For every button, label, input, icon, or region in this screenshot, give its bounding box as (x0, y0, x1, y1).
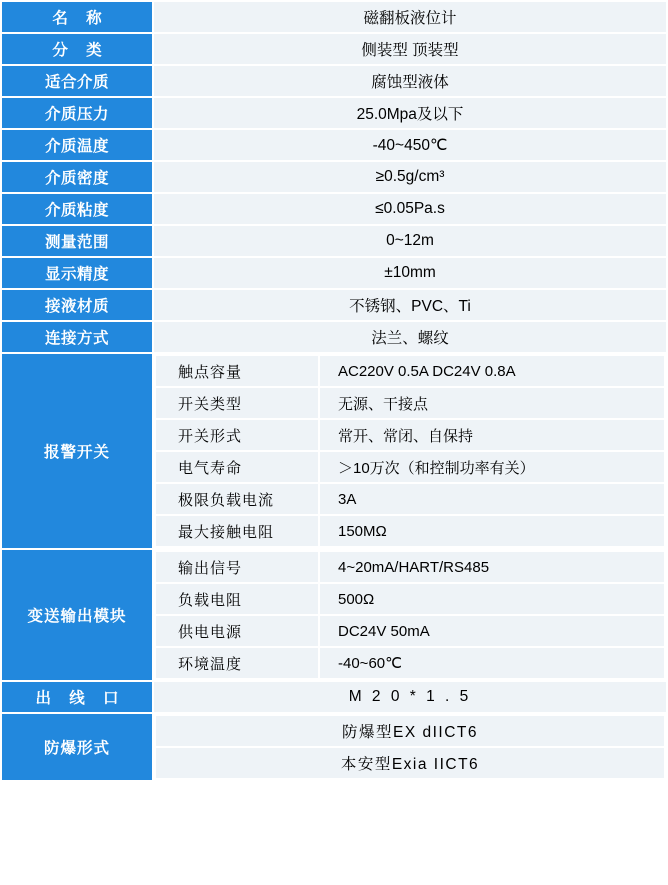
group-content-explosion-proof (154, 714, 666, 780)
sub-row (156, 452, 664, 482)
sub-row (156, 420, 664, 450)
sub-row-label: 触点容量 (156, 356, 318, 386)
row-label: 连接方式 (2, 322, 152, 352)
group-label-alarm-switch: 报警开关 (2, 354, 152, 548)
table-body (2, 2, 666, 780)
sub-row-value: 防爆型EX dIICT6 (156, 716, 664, 746)
row-value: 腐蚀型液体 (154, 66, 666, 96)
sub-row (156, 388, 664, 418)
table-row (2, 194, 666, 224)
sub-row-label: 环境温度 (156, 648, 318, 678)
row-value: ±10mm (154, 258, 666, 288)
row-value-outlet: M 2 0 * 1 . 5 (154, 682, 666, 712)
sub-row-label: 极限负载电流 (156, 484, 318, 514)
group-label-transmitter-module: 变送输出模块 (2, 550, 152, 680)
sub-row-value: 无源、干接点 (320, 388, 664, 418)
table-row-group-explosion-proof (2, 714, 666, 780)
sub-row-value: DC24V 50mA (320, 616, 664, 646)
row-value: ≤0.05Pa.s (154, 194, 666, 224)
sub-row-value: -40~60℃ (320, 648, 664, 678)
sub-row-value: 500Ω (320, 584, 664, 614)
sub-row-value: 3A (320, 484, 664, 514)
sub-row (156, 648, 664, 678)
table-row (2, 162, 666, 192)
group-label-explosion-proof: 防爆形式 (2, 714, 152, 780)
sub-row-value: 本安型Exia IICT6 (156, 748, 664, 778)
table-row (2, 2, 666, 32)
row-label-outlet: 出 线 口 (2, 682, 152, 712)
sub-row-value: 150MΩ (320, 516, 664, 546)
row-label: 介质密度 (2, 162, 152, 192)
sub-row-value: ＞10万次（和控制功率有关） (320, 452, 664, 482)
row-label: 分 类 (2, 34, 152, 64)
row-value: 不锈钢、PVC、Ti (154, 290, 666, 320)
row-label: 适合介质 (2, 66, 152, 96)
row-value: 25.0Mpa及以下 (154, 98, 666, 128)
row-label: 介质压力 (2, 98, 152, 128)
table-row (2, 130, 666, 160)
sub-row-label: 开关形式 (156, 420, 318, 450)
sub-row (156, 516, 664, 546)
sub-row-value: 常开、常闭、自保持 (320, 420, 664, 450)
row-value: ≥0.5g/cm³ (154, 162, 666, 192)
table-row (2, 322, 666, 352)
sub-row (156, 356, 664, 386)
sub-row-value: 4~20mA/HART/RS485 (320, 552, 664, 582)
table-row (2, 226, 666, 256)
transmitter-module-subtable (154, 550, 666, 680)
sub-row (156, 552, 664, 582)
row-label: 测量范围 (2, 226, 152, 256)
sub-row-label: 输出信号 (156, 552, 318, 582)
sub-row-label: 开关类型 (156, 388, 318, 418)
table-row (2, 258, 666, 288)
sub-row-value: AC220V 0.5A DC24V 0.8A (320, 356, 664, 386)
row-value: 0~12m (154, 226, 666, 256)
row-value: 法兰、螺纹 (154, 322, 666, 352)
alarm-switch-subtable (154, 354, 666, 548)
sub-row (156, 716, 664, 746)
table-row-outlet (2, 682, 666, 712)
group-content-transmitter-module (154, 550, 666, 680)
row-value: -40~450℃ (154, 130, 666, 160)
sub-row-label: 最大接触电阻 (156, 516, 318, 546)
row-label: 名 称 (2, 2, 152, 32)
row-label: 接液材质 (2, 290, 152, 320)
sub-row (156, 584, 664, 614)
table-row-group-transmitter-module (2, 550, 666, 680)
group-content-alarm-switch (154, 354, 666, 548)
row-label: 介质粘度 (2, 194, 152, 224)
sub-row-label: 负载电阻 (156, 584, 318, 614)
row-label: 显示精度 (2, 258, 152, 288)
sub-row (156, 616, 664, 646)
explosion-proof-subtable (154, 714, 666, 780)
sub-row-label: 供电电源 (156, 616, 318, 646)
row-label: 介质温度 (2, 130, 152, 160)
sub-row (156, 748, 664, 778)
table-row (2, 98, 666, 128)
table-row-group-alarm-switch (2, 354, 666, 548)
table-row (2, 290, 666, 320)
table-row (2, 66, 666, 96)
row-value: 侧装型 顶装型 (154, 34, 666, 64)
table-row (2, 34, 666, 64)
sub-row (156, 484, 664, 514)
sub-row-label: 电气寿命 (156, 452, 318, 482)
row-value: 磁翻板液位计 (154, 2, 666, 32)
